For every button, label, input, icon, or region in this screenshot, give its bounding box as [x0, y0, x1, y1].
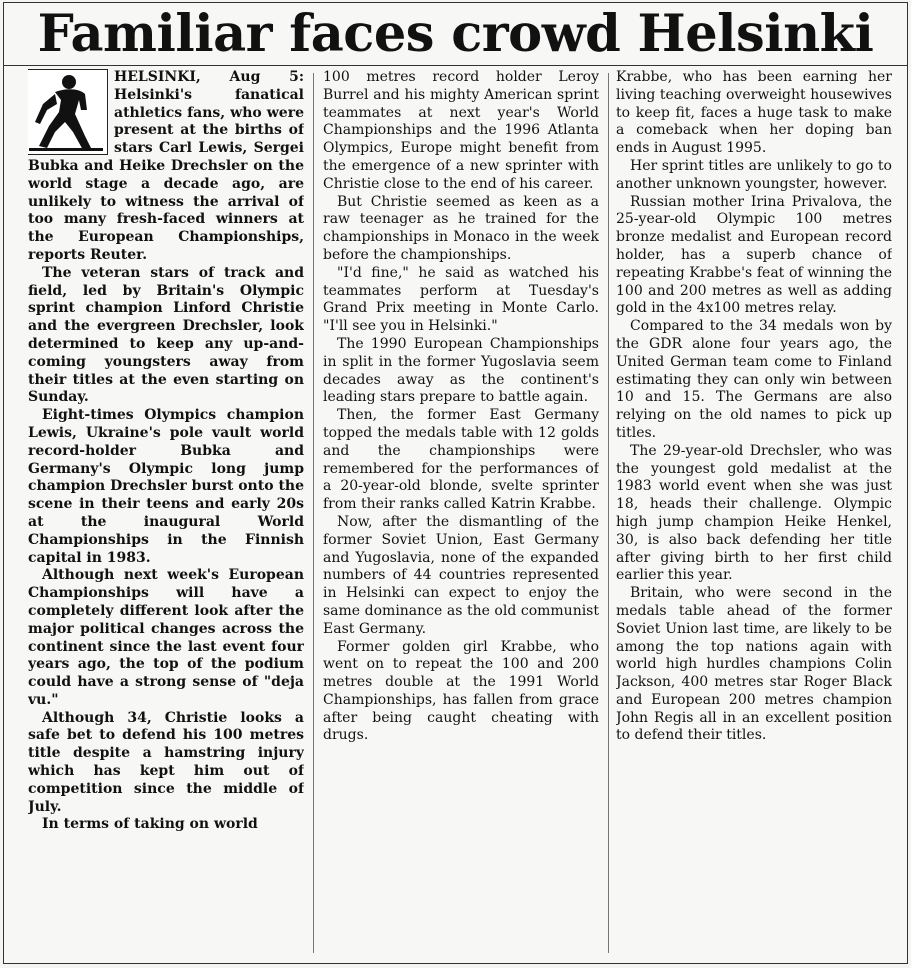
column-2 [323, 69, 599, 959]
paragraph: Former golden girl Krabbe, who went on to repeat the 100 and 200 metres double at the 1991 World Championships, has fallen from grace after being caught cheating with drugs. [323, 638, 599, 744]
column-1 [28, 69, 304, 959]
newspaper-clipping [3, 2, 908, 964]
paragraph: Eight-times Olympics champion Lewis, Ukraine's pole vault world record-holder Bubka and Germany's Olympic long jump champion Drechsler burst onto the scene in their teens and early 20s at the inaugural World Championships in the Finnish capital in 1983. [28, 407, 304, 566]
column-separator [313, 73, 314, 953]
paragraph: Britain, who were second in the medals table ahead of the former Soviet Union last time, are likely to be among the top nations again with world high hurdles champions Colin Jackson, 400 metres star Roger Black and European 200 metres champion John Regis all in an excellent position to defend their titles. [616, 585, 892, 744]
paragraph: Although next week's European Championships will have a completely different look after the major political changes across the continent since the last event four years ago, the top of the podium could have a strong sense of "deja vu." [28, 567, 304, 708]
paragraph: The veteran stars of track and field, led by Britain's Olympic sprint champion Linford Christie and the evergreen Drechsler, look determined to keep any up-and-coming youngsters away from their titles at the even starting on Sunday. [28, 264, 304, 406]
paragraph: The 1990 European Championships in split in the former Yugoslavia seem decades away as the continent's leading stars prepare to battle again. [323, 335, 599, 406]
paragraph: "I'd fine," he said as watched his teammates perform at Tuesday's Grand Prix meeting in Monte Carlo. "I'll see you in Helsinki." [323, 264, 599, 335]
article-body [28, 69, 892, 959]
headline: Familiar faces crowd Helsinki [37, 5, 874, 64]
headline-rule [4, 65, 907, 66]
paragraph: In terms of taking on world [42, 816, 258, 833]
paragraph: 100 metres record holder Leroy Burrel and his mighty American sprint teammates at next year's World Championships and the 1996 Atlanta Olympics, Europe might benefit from the emergence of a new sprinter with Christie close to the end of his career. [323, 69, 599, 192]
column-3 [616, 69, 892, 959]
sprinter-logo [28, 69, 108, 155]
paragraph: But Christie seemed as keen as a raw teenager as he trained for the championships in Monaco in the week before the championships. [323, 193, 599, 263]
paragraph: Compared to the 34 medals won by the GDR alone four years ago, the United German team come to Finland estimating they can only win between 10 and 15. The Germans are also relying on the old names to pick up titles. [616, 318, 892, 441]
paragraph: HELSINKI, Aug 5: Helsinki's fanatical athletics fans, who were present at the births of stars Carl Lewis, Sergei Bubka and Heike Drechsler on the world stage a decade ago, are unlikely to witness the arrival of too many fresh-faced winners at the European Championships, reports Reuter. [28, 69, 304, 263]
paragraph: Russian mother Irina Privalova, the 25-year-old Olympic 100 metres bronze medalist and European record holder, has a superb chance of repeating Krabbe's feat of winning the 100 and 200 metres as well as adding gold in the 4x100 metres relay. [616, 193, 892, 317]
paragraph: Krabbe, who has been earning her living teaching overweight housewives to keep fit, faces a huge task to make a comeback when her doping ban ends in August 1995. [616, 69, 892, 157]
column-separator [608, 73, 609, 953]
paragraph: Her sprint titles are unlikely to go to another unknown youngster, however. [616, 157, 892, 192]
paragraph: The 29-year-old Drechsler, who was the youngest gold medalist at the 1983 world event when she was just 18, heads their challenge. Olympic high jump champion Heike Henkel, 30, is also back defending her title after giving birth to her first child earlier this year. [616, 442, 892, 584]
paragraph: Although 34, Christie looks a safe bet to defend his 100 metres title despite a hamstring injury which has kept him out of competition since the middle of July. [28, 709, 304, 815]
paragraph: Now, after the dismantling of the former Soviet Union, East Germany and Yugoslavia, none of the expanded numbers of 44 countries represented in Helsinki can expect to enjoy the same dominance as the old communist East Germany. [323, 513, 599, 637]
paragraph: Then, the former East Germany topped the medals table with 12 golds and the championships were remembered for the performances of a 20-year-old blonde, svelte sprinter from their ranks called Katrin Krabbe. [323, 407, 599, 513]
